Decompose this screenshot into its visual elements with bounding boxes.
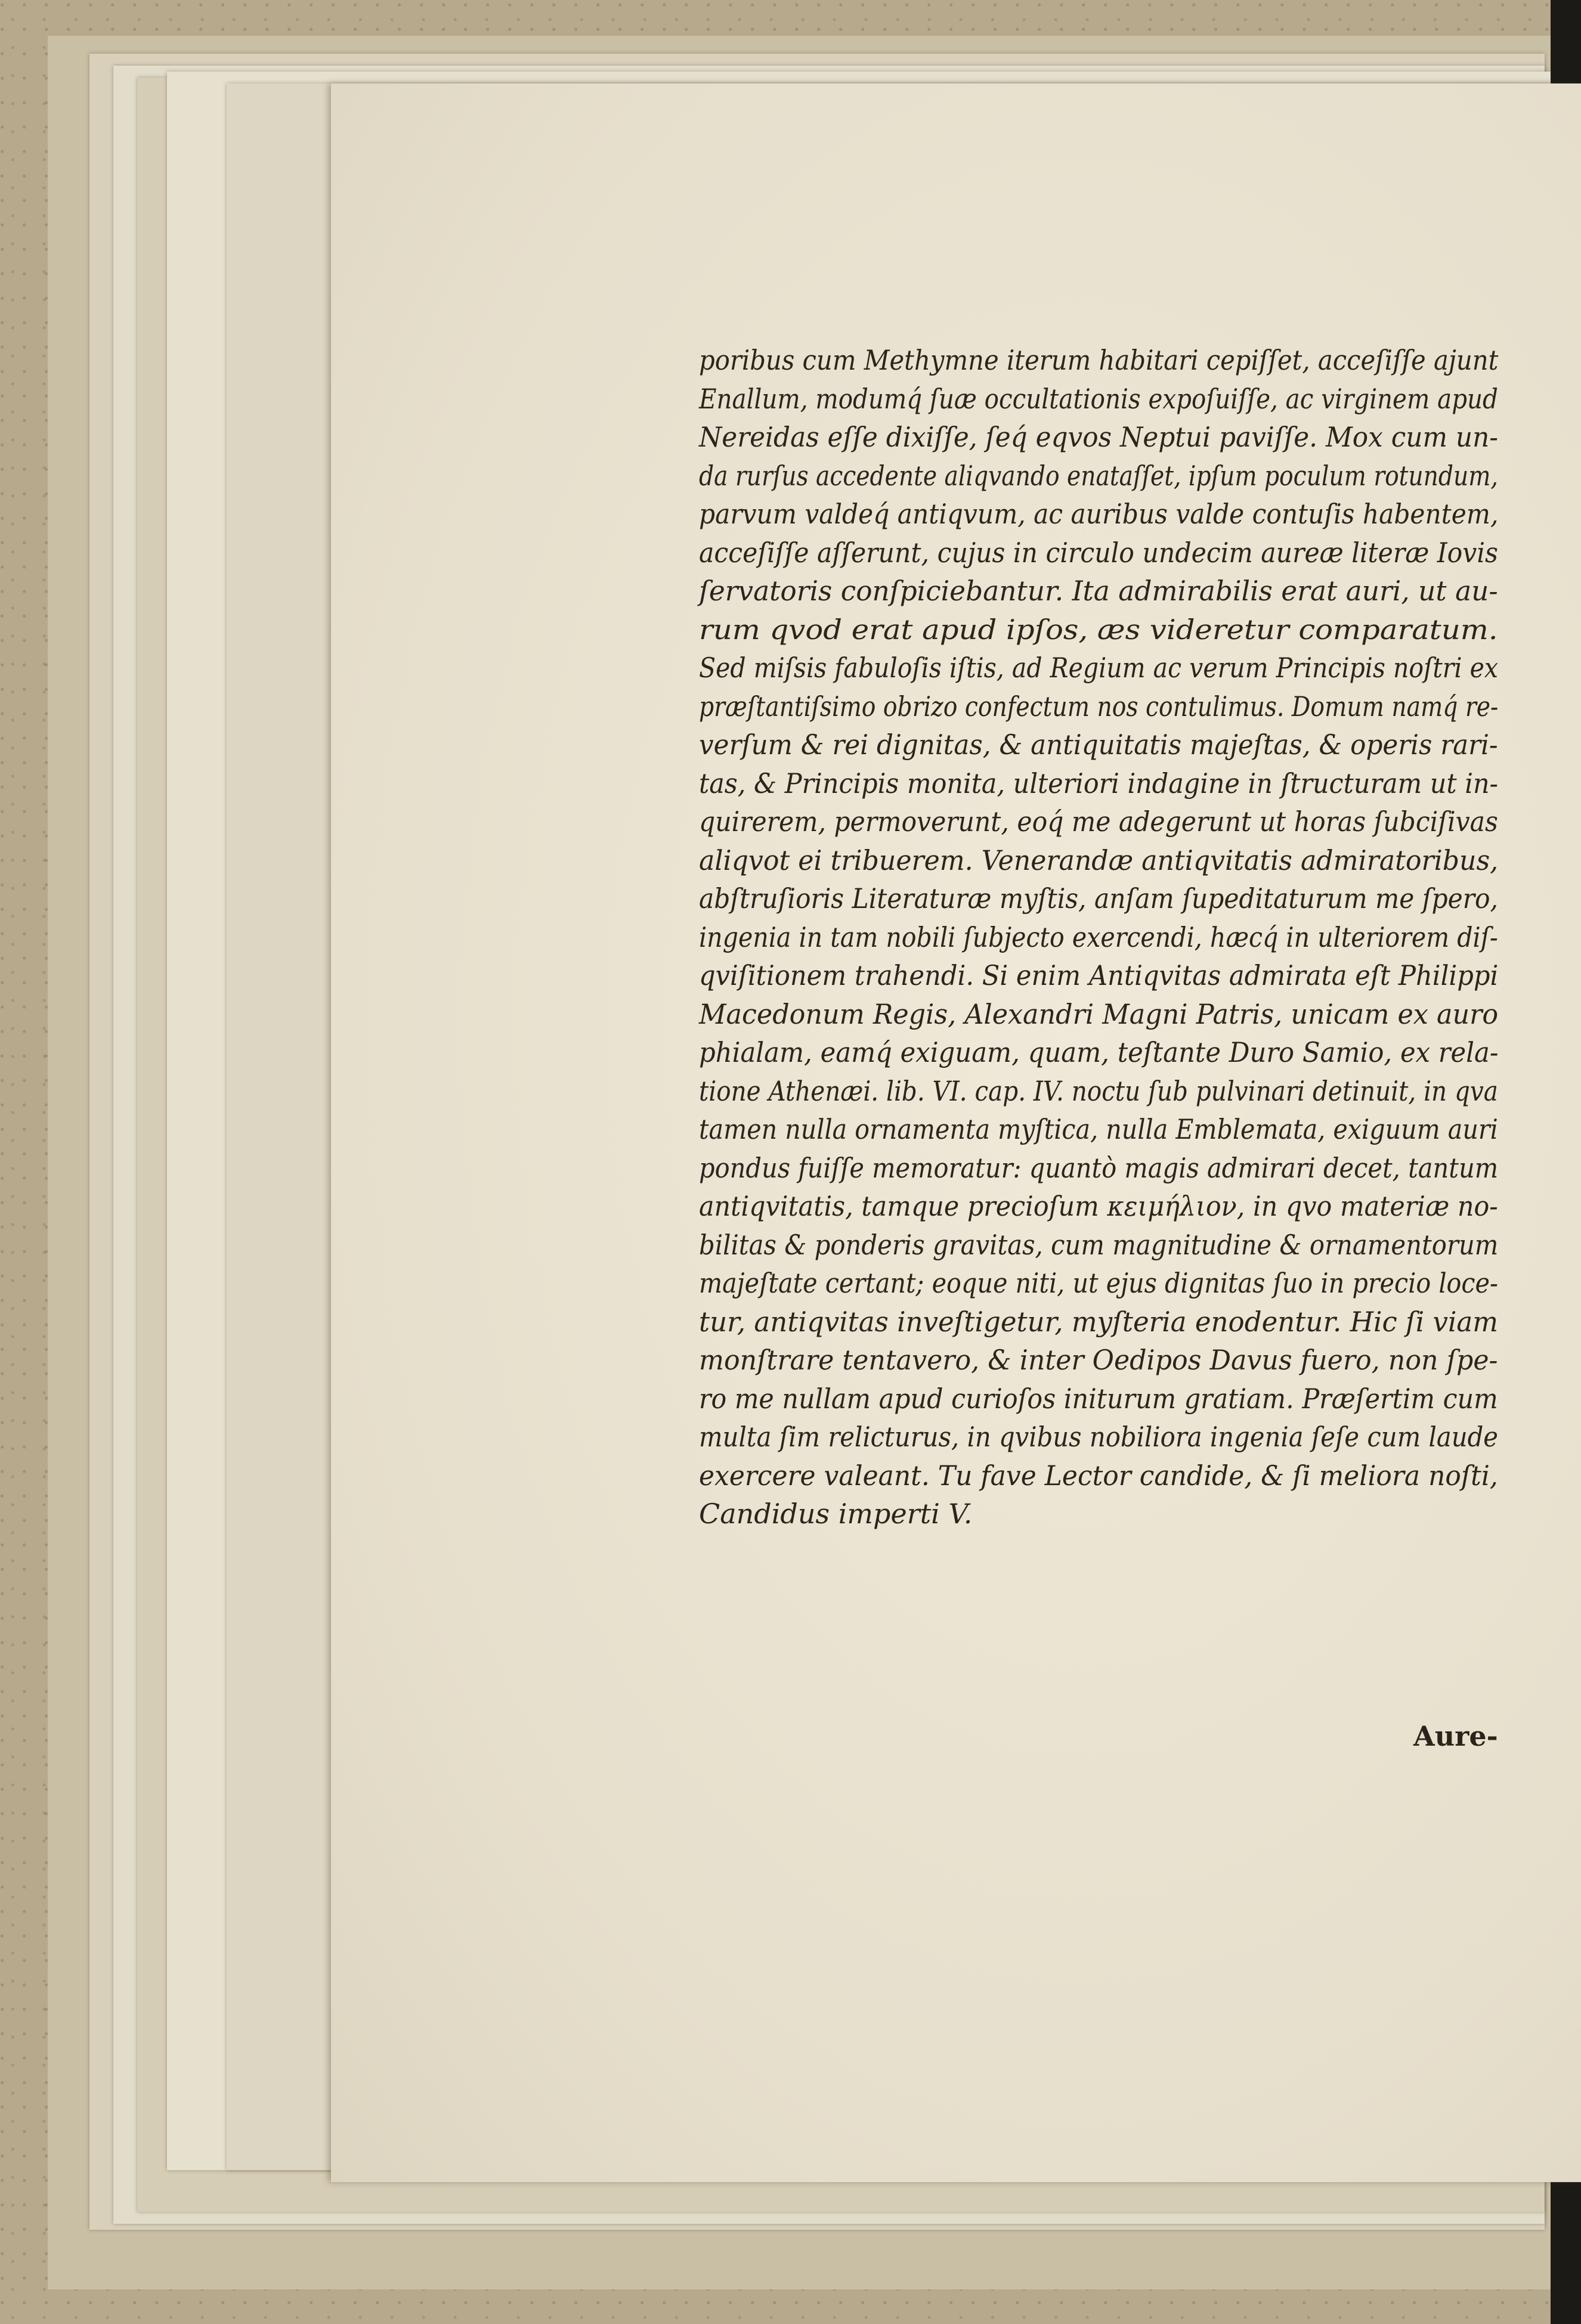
text-line: antiqvitatis, tamque precioſum κειμήλιον, in qvo materiæ no- — [699, 1190, 1498, 1222]
catchword: Aure- — [1413, 1720, 1498, 1752]
text-line: ſervatoris conſpiciebantur. Ita admirabilis erat auri, ut au- — [699, 575, 1498, 607]
text-line: Sed miſsis fabuloſis iſtis, ad Regium ac verum Principis noſtri ex — [699, 652, 1499, 684]
text-line: aliqvot ei tribuerem. Venerandæ antiqvitatis admiratoribus, — [699, 844, 1499, 876]
text-line: Enallum, modumq́ ſuæ occultationis expoſuiſſe, ac virginem apud — [699, 382, 1498, 415]
text-line: tamen nulla ornamenta myſtica, nulla Emblemata, exiguum auri — [699, 1113, 1498, 1145]
text-line: quirerem, permoverunt, eoq́ me adegerunt ut horas ſubciſivas — [699, 805, 1498, 838]
text-line: multa ſim relicturus, in qvibus nobiliora ingenia ſeſe cum laude — [699, 1421, 1498, 1453]
text-line: rum qvod erat apud ipſos, æs videretur comparatum. — [699, 613, 1498, 646]
text-line: da rurſus accedente aliqvando enataſſet, ipſum poculum rotundum, — [699, 459, 1498, 492]
text-line: acceſiſſe aſſerunt, cujus in circulo undecim aureæ literæ Iovis — [699, 536, 1498, 569]
text-line: qviſitionem trahendi. Si enim Antiqvitas admirata eſt Philippi — [699, 959, 1499, 991]
text-line: Macedonum Regis, Alexandri Magni Patris, unicam ex auro — [699, 997, 1499, 1030]
text-line: verſum & rei dignitas, & antiquitatis majeſtas, & operis rari- — [699, 729, 1498, 761]
text-line: parvum valdeq́ antiqvum, ac auribus valde contuſis habentem, — [699, 498, 1499, 530]
text-line: tur, antiqvitas inveſtigetur, myſteria enodentur. Hic ſi viam — [699, 1305, 1499, 1338]
text-line: pondus fuiſſe memoratur: quantò magis admirari decet, tantum — [699, 1151, 1499, 1184]
text-line: præſtantiſsimo obrizo confectum nos contulimus. Domum namq́ re- — [699, 690, 1499, 723]
text-line: tione Athenæi. lib. VI. cap. IV. noctu ſub pulvinari detinuit, in qva — [699, 1074, 1498, 1107]
text-line: Nereidas eſſe dixiſſe, ſeq́ eqvos Neptui paviſſe. Mox cum un- — [699, 421, 1499, 453]
body-text — [699, 341, 1498, 1533]
text-line: tas, & Principis monita, ulteriori indagine in ſtructuram ut in- — [699, 767, 1499, 800]
text-line: Candidus imperti V. — [699, 1498, 973, 1530]
text-line: bilitas & ponderis gravitas, cum magnitudine & ornamentorum — [699, 1228, 1499, 1261]
text-line: abſtruſioris Literaturæ myſtis, anſam ſupeditaturum me ſpero, — [699, 882, 1498, 915]
text-line: ro me nullam apud curioſos initurum gratiam. Præſertim cum — [699, 1382, 1498, 1415]
text-line: poribus cum Methymne iterum habitari cepiſſet, acceſiſſe ajunt — [699, 344, 1499, 376]
text-line: monſtrare tentavero, & inter Oedipos Davus fuero, non ſpe- — [699, 1344, 1498, 1376]
text-line: ingenia in tam nobili ſubjecto exercendi, hæcq́ in ulteriorem diſ- — [699, 921, 1498, 953]
text-line: exercere valeant. Tu fave Lector candide, & ſi meliora noſti, — [699, 1459, 1498, 1492]
text-line: phialam, eamq́ exiguam, quam, teſtante Duro Samio, ex rela- — [699, 1036, 1499, 1068]
text-line: majeſtate certant; eoque niti, ut ejus dignitas ſuo in precio loce- — [699, 1267, 1498, 1299]
